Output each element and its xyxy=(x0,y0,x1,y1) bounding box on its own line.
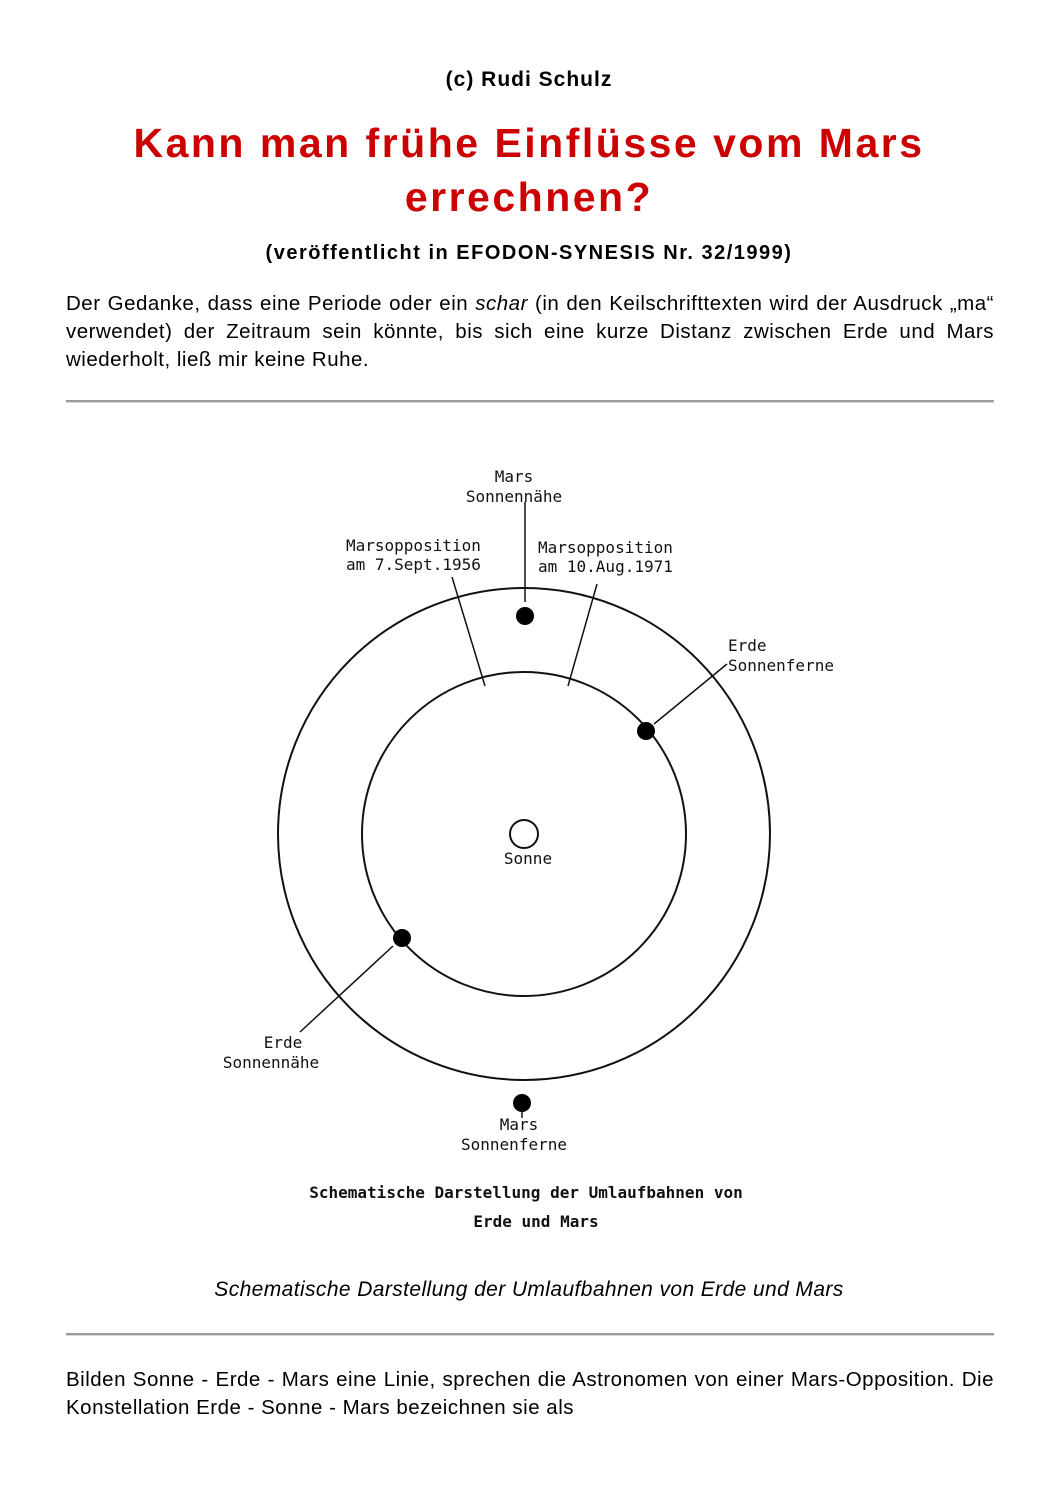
publication-note: (veröffentlicht in EFODON-SYNESIS Nr. 32/1999) xyxy=(265,242,793,264)
intro-paragraph xyxy=(66,290,994,374)
mars-perihel-dot xyxy=(516,607,534,625)
sun-symbol xyxy=(510,820,538,848)
copyright-line: (c) Rudi Schulz xyxy=(445,68,613,91)
mars-perihel-label-2: Sonnennähe xyxy=(465,487,563,506)
intro-text-end: (in den Keilschrifttexten wird der Ausdruck „ma“ verwendet) der Zeitraum sein könnte, bis sich eine kurze Distanz zwischen Erde und Mars wiederholt, ließ mir keine Ruhe. xyxy=(66,292,994,371)
mars-aphel-label-1: Mars xyxy=(499,1115,539,1134)
diagram-caption-2: Erde und Mars xyxy=(473,1212,599,1231)
opp1956-label-1: Marsopposition xyxy=(346,536,481,555)
figure-caption: Schematische Darstellung der Umlaufbahnen von Erde und Mars xyxy=(214,1278,844,1301)
mars-aphel-label-2: Sonnenferne xyxy=(461,1135,567,1154)
orbit-diagram xyxy=(200,440,900,1240)
mars-perihel-label-1: Mars xyxy=(494,467,534,486)
earth-perihel-pointer xyxy=(300,946,393,1032)
opp1971-label-2: am 10.Aug.1971 xyxy=(538,557,673,576)
intro-emphasis: schar xyxy=(475,292,528,315)
intro-text-start: Der Gedanke, dass eine Periode oder ein xyxy=(66,292,476,315)
earth-perihel-label-1: Erde xyxy=(263,1033,303,1052)
divider-bottom xyxy=(66,1333,994,1336)
mars-aphel-dot xyxy=(513,1094,531,1112)
earth-aphel-label-1: Erde xyxy=(728,636,767,655)
divider-top xyxy=(66,400,994,403)
earth-perihel-dot xyxy=(393,929,411,947)
opp1971-label-1: Marsopposition xyxy=(538,538,673,557)
earth-aphel-label-2: Sonnenferne xyxy=(728,656,834,675)
body-paragraph: Bilden Sonne - Erde - Mars eine Linie, sprechen die Astronomen von einer Mars-Opposition. Die Konstellation Erde - Sonne - Mars bezeichnen sie als xyxy=(66,1368,994,1419)
sun-label: Sonne xyxy=(503,849,553,868)
page-title: Kann man frühe Einflüsse vom Mars errechnen? xyxy=(133,120,925,220)
opp1956-label-2: am 7.Sept.1956 xyxy=(346,555,481,574)
earth-aphel-pointer xyxy=(654,664,727,724)
earth-perihel-label-2: Sonnennähe xyxy=(222,1053,320,1072)
diagram-caption-1: Schematische Darstellung der Umlaufbahnen von xyxy=(309,1183,743,1202)
opp1971-pointer xyxy=(568,584,597,686)
earth-aphel-dot xyxy=(637,722,655,740)
